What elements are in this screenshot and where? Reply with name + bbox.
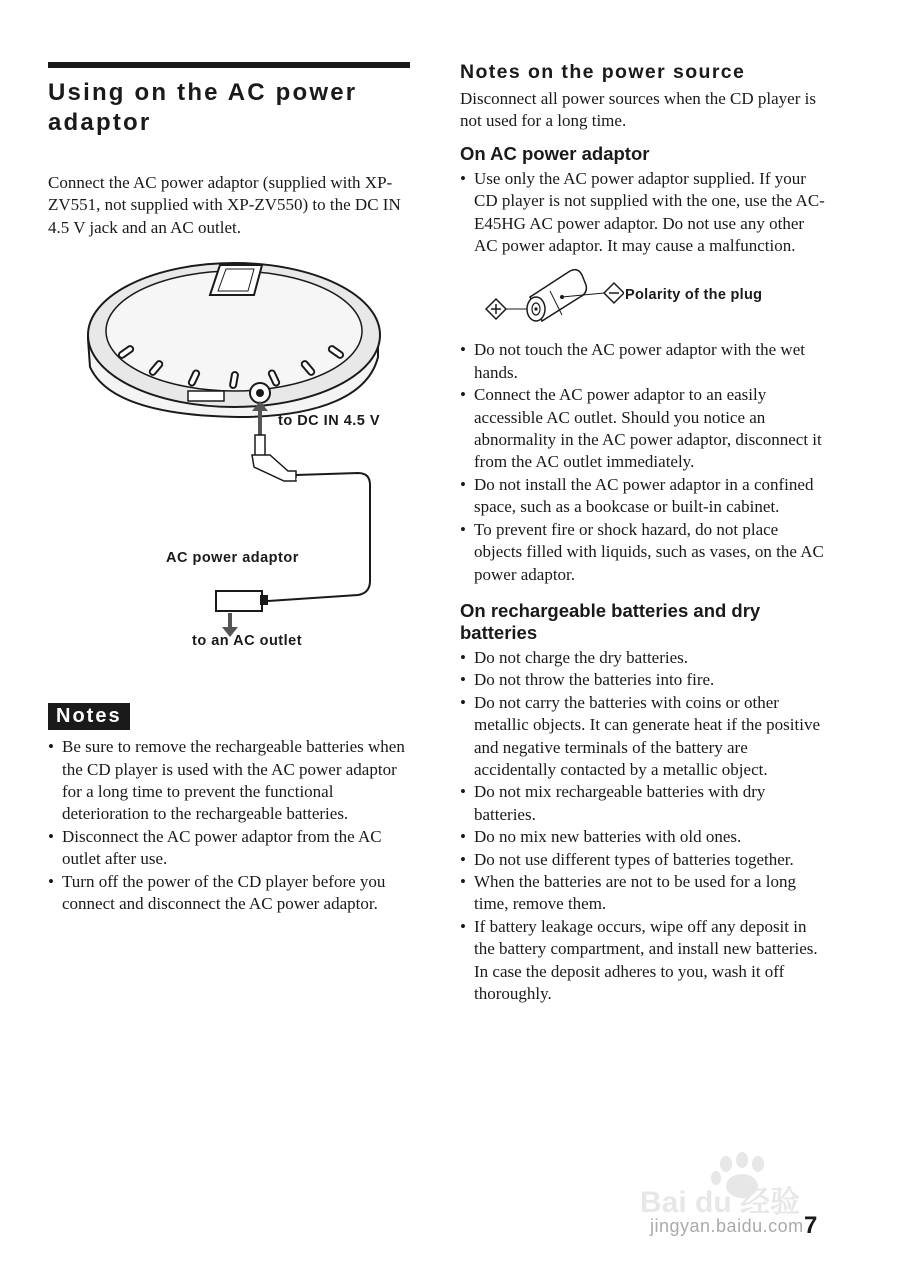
ac-adaptor-list	[460, 168, 830, 258]
battery-list	[460, 647, 830, 1006]
section-title: Using on the AC power adaptor	[48, 79, 358, 136]
outlet-label: to an AC outlet	[192, 633, 303, 650]
power-source-title: Notes on the power source	[460, 61, 746, 83]
left-column	[48, 62, 410, 915]
page-number: 7	[804, 1212, 818, 1239]
list-item: • Connect the AC power adaptor to an easily accessible AC outlet. Should you notice an abnormality in the AC power adaptor, disconnect it from the AC outlet immediately.	[460, 384, 830, 474]
adaptor-label: AC power adaptor	[166, 550, 299, 567]
list-item: • If battery leakage occurs, wipe off any deposit in the battery compartment, and install new batteries. In case the deposit adheres to you, wash it off thoroughly.	[460, 916, 830, 1006]
list-item: • Disconnect the AC power adaptor from the AC outlet after use.	[48, 826, 410, 871]
notes-list	[48, 736, 410, 915]
list-item: • When the batteries are not to be used for a long time, remove them.	[460, 871, 830, 916]
power-source-intro: Disconnect all power sources when the CD player is not used for a long time.	[460, 89, 816, 131]
polarity-label: Polarity of the plug	[625, 287, 763, 304]
notes-badge: Notes	[48, 703, 130, 730]
cd-player-illustration	[48, 257, 410, 677]
list-item: • Do not charge the dry batteries.	[460, 647, 830, 669]
list-item: • Do no mix new batteries with old ones.	[460, 826, 830, 848]
polarity-diagram	[460, 261, 830, 331]
list-item: • Do not touch the AC power adaptor with the wet hands.	[460, 339, 830, 384]
ac-adaptor-heading: On AC power adaptor	[460, 142, 650, 164]
list-item: • Be sure to remove the rechargeable batteries when the CD player is used with the AC power adaptor for a long time to prevent the functional deterioration to the rechargeable batteries.	[48, 736, 410, 826]
list-item: • Do not install the AC power adaptor in a confined space, such as a bookcase or built-in cabinet.	[460, 474, 830, 519]
watermark-url: jingyan.baidu.com	[650, 1216, 804, 1236]
list-item: • Turn off the power of the CD player before you connect and disconnect the AC power adaptor.	[48, 871, 410, 916]
connection-diagram	[48, 257, 410, 677]
list-item: • Do not use different types of batteries together.	[460, 849, 830, 871]
section-rule	[48, 62, 410, 68]
watermark-brand: Bai du 经验	[640, 1186, 801, 1219]
right-column	[460, 60, 830, 1005]
list-item: • To prevent fire or shock hazard, do not place objects filled with liquids, such as vases, on the AC power adaptor.	[460, 519, 830, 586]
list-item: • Do not carry the batteries with coins or other metallic objects. It can generate heat if the positive and negative terminals of the battery are accidentally contacted by a metallic object.	[460, 692, 830, 782]
list-item: • Use only the AC power adaptor supplied. If your CD player is not supplied with the one, use the AC-E45HG AC power adaptor. Do not use any other AC power adaptor. It may cause a malfunction.	[460, 168, 830, 258]
battery-heading: On rechargeable batteries and dry batteries	[460, 599, 761, 643]
dc-in-label: to DC IN 4.5 V	[278, 413, 381, 430]
intro-paragraph: Connect the AC power adaptor (supplied with XP-ZV551, not supplied with XP-ZV550) to the DC IN 4.5 V jack and an AC outlet.	[48, 173, 401, 237]
ac-adaptor-list-continued	[460, 339, 830, 585]
list-item: • Do not mix rechargeable batteries with dry batteries.	[460, 781, 830, 826]
plug-polarity-icon	[474, 263, 624, 329]
list-item: • Do not throw the batteries into fire.	[460, 669, 830, 691]
